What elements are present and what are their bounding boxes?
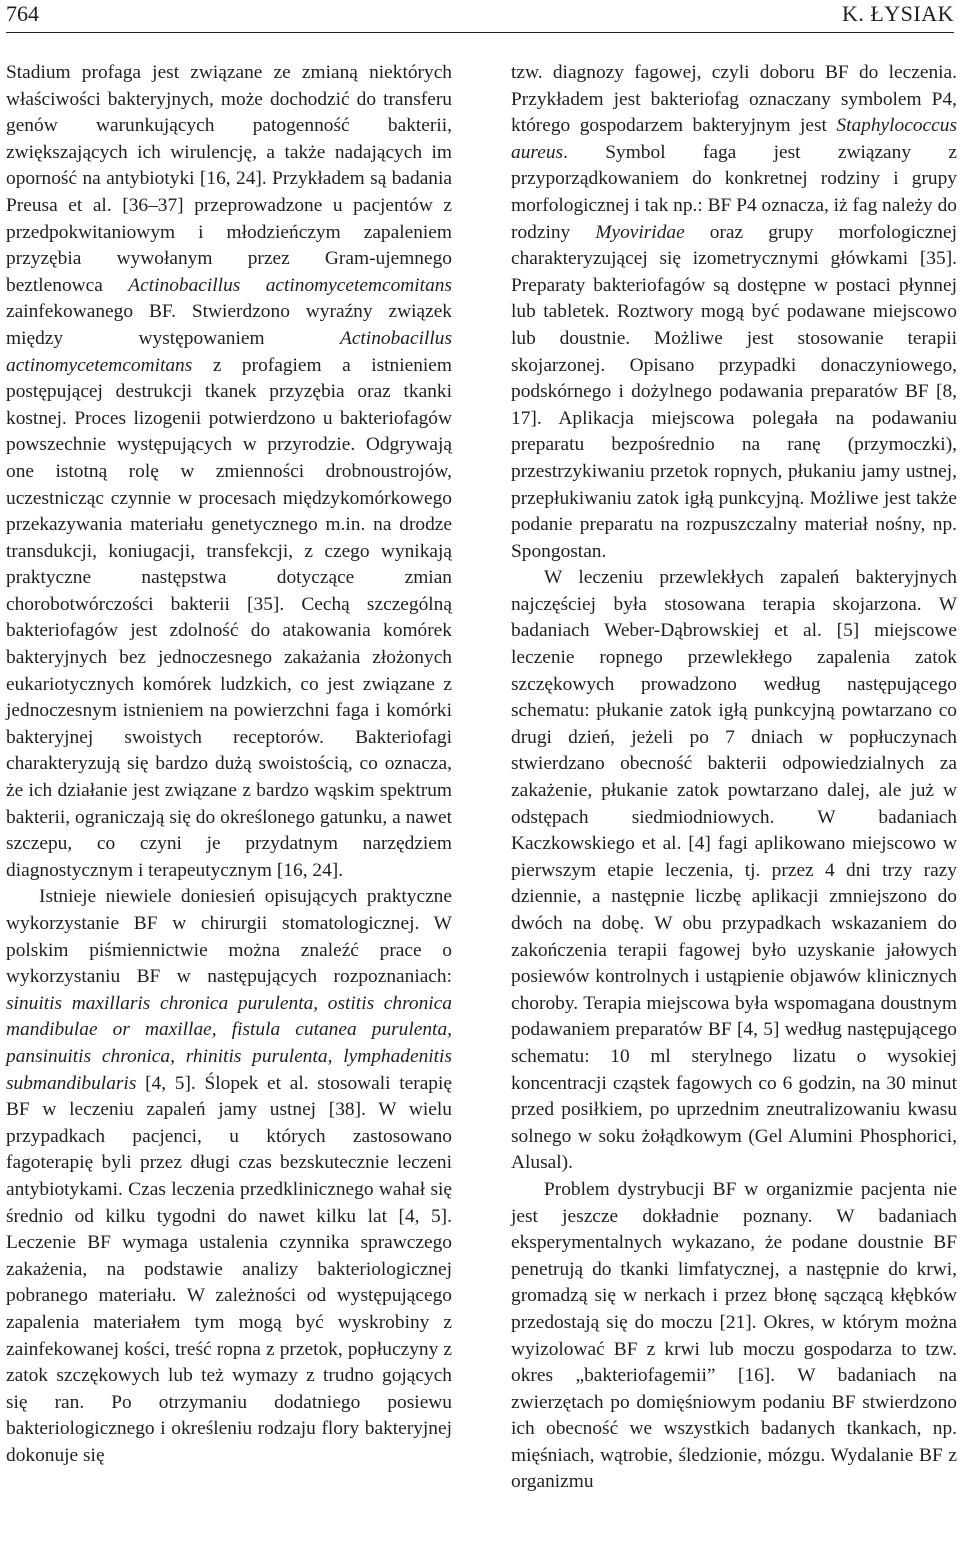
header-rule — [6, 32, 954, 33]
right-column — [511, 60, 957, 1496]
diagnoses-list: sinuitis maxillaris chronica purulenta, ostitis chronica mandibulae or maxillae, fistula cutanea purulenta, pansinuitis chronica, rhinitis purulenta, lymphadenitis submandibularis — [6, 992, 452, 1094]
species-name: Actinobacillus actinomycetemcomitans — [6, 327, 452, 376]
page-number: 764 — [6, 1, 39, 26]
species-name: Actinobacillus actinomycetemcomitans — [128, 274, 453, 296]
species-name: Staphylococcus aureus — [511, 115, 957, 163]
paragraph-dental-surgery: Istnieje niewiele doniesień opisujących praktyczne wykorzystanie BF w chirurgii stomatologicznej. W polskim piśmiennictwie można znaleźć prace o wykorzystaniu BF w następujących rozpoznaniach: sinuitis maxillaris chronica purulenta, ostitis chronica mandibulae or maxillae, fistula cutanea purulenta, pansinuitis chronica, rhinitis purulenta, lymphadenitis submandibularis [4, 5]. Ślopek et al. stosowali terapię BF w leczeniu zapaleń jamy ustnej [38]. W wielu przypadkach pacjenci, u których zastosowano fagoterapię byli przez długi czas bezskutecznie leczeni antybiotykami. Czas leczenia przedklinicznego wahał się średnio od kilku tygodni do nawet kilku lat [4, 5]. Leczenie BF wymaga ustalenia czynnika sprawczego zakażenia, na podstawie analizy bakteriologicznej pobranego materiału. W zależności od występującego zapalenia materiałem tym mogą być wyskrobiny z zainfekowanej kości, treść ropna z przetok, popłuczyny z zatok szczękowych lub też wymazy z trudno gojących się ran. Po otrzymaniu dodatniego posiewu bakteriologicznego i określeniu rodzaju flory bakteryjnej dokonuje się — [6, 886, 452, 1466]
family-name: Myoviridae — [595, 221, 685, 243]
left-column — [6, 60, 452, 1469]
paragraph-prophage: Stadium profaga jest związane ze zmianą niektórych właściwości bakteryjnych, może dochodzić do transferu genów warunkujących patogenność bakterii, zwiększających ich wirulencję, a także nadających im oporność na antybiotyki [16, 24]. Przykładem są badania Preusa et al. [36–37] przeprowadzone u pacjentów z przedpokwitaniowym i młodzieńczym zapaleniem przyzębia wywołanym przez Gram-ujemnego beztlenowca Actinobacillus actinomycetemcomitans zainfekowanego BF. Stwierdzono wyraźny związek między występowaniem Actinobacillus actinomycetemcomitans z profagiem a istnieniem postępującej destrukcji tkanek przyzębia oraz tkanki kostnej. Proces lizogenii potwierdzono u bakteriofagów powszechnie występujących w przyrodzie. Odgrywają one istotną rolę w zmienności drobnoustrojów, uczestnicząc czynnie w procesach międzykomórkowego przekazywania materiału genetycznego m.in. na drodze transdukcji, koniugacji, transfekcji, z czego wynikają praktyczne następstwa dotyczące zmian chorobotwórczości bakterii [35]. Cechą szczególną bakteriofagów jest zdolność do atakowania komórek bakteryjnych bez jednoczesnego zakażania złożonych eukariotycznych komórek ludzkich, co jest związane z jednoczesnym istnieniem na powierzchni faga i komórki bakteryjnej swoistych receptorów. Bakteriofagi charakteryzują się bardzo dużą swoistością, co oznacza, że ich działanie jest związane z bardzo wąskim spektrum bakterii, ograniczają się do określonego gatunku, a nawet szczepu, co czyni je przydatnym narzędziem diagnostycznym i terapeutycznym [16, 24]. — [6, 62, 453, 881]
paragraph-phage-diagnosis: tzw. diagnozy fagowej, czyli doboru BF do leczenia. Przykładem jest bakteriofag oznaczany symbolem P4, którego gospodarzem bakteryjnym jest Staphylococcus aureus. Symbol faga jest związany z przyporządkowaniem do konkretnej rodziny i grupy morfologicznej i tak np.: BF P4 oznacza, iż fag należy do rodziny Myoviridae oraz grupy morfologicznej charakteryzującej się izometrycznymi główkami [35]. Preparaty bakteriofagów są dostępne w postaci płynnej lub tabletek. Roztwory mogą być podawane miejscowo lub doustnie. Możliwe jest stosowanie terapii skojarzonej. Opisano przypadki donaczyniowego, podskórnego i dożylnego podawania preparatów BF [8, 17]. Aplikacja miejscowa polegała na podawaniu preparatu bezpośrednio na ranę (przymoczki), przestrzykiwaniu przetok ropnych, płukaniu jamy ustnej, przepłukiwaniu zatok igłą punkcyjną. Możliwe jest także podanie preparatu na rozpuszczalny materiał nośny, np. Spongostan. — [511, 62, 957, 562]
page-header — [6, 0, 954, 28]
paragraph-distribution: Problem dystrybucji BF w organizmie pacjenta nie jest jeszcze dokładnie poznany. W badaniach eksperymentalnych wykazano, że podane doustnie BF penetrują do tkanki limfatycznej, a następnie do krwi, gromadzą się w nerkach i przez błonę sączącą kłębków przedostają się do moczu [21]. Okres, w którym można wyizolować BF z krwi lub moczu gospodarza to tzw. okres „bakteriofagemii” [16]. W badaniach na zwierzętach po domięśniowym podaniu BF stwierdzono ich obecność we wszystkich badanych tkankach, np. mięśniach, wątrobie, śledzionie, mózgu. Wydalanie BF z organizmu — [511, 1178, 957, 1493]
running-head-author: K. ŁYSIAK — [841, 1, 954, 26]
paragraph-chronic-treatment: W leczeniu przewlekłych zapaleń bakteryjnych najczęściej była stosowana terapia skojarzona. W badaniach Weber-Dąbrowskiej et al. [5] miejscowe leczenie ropnego przewlekłego zapalenia zatok szczękowych prowadzono według następującego schematu: płukanie zatok igłą punkcyjną powtarzano co drugi dzień, jeżeli po 7 dniach w popłuczynach stwierdzano obecność bakterii odpowiedzialnych za zakażenie, płukanie zatok powtarzano dalej, ale już w odstępach siedmiodniowych. W badaniach Kaczkowskiego et al. [4] fagi aplikowano miejscowo w pierwszym etapie leczenia, tj. przez 4 dni trzy razy dziennie, a następnie liczbę aplikacji zmniejszono do dwóch na dobę. W obu przypadkach wskazaniem do zakończenia terapii fagowej było uzyskanie jałowych posiewów kontrolnych i ustąpienie objawów klinicznych choroby. Terapia miejscowa była wspomagana doustnym podawaniem preparatów BF [4, 5] według następującego schematu: 10 ml sterylnego lizatu o wysokiej koncentracji cząstek fagowych co 6 godzin, na 30 minut przed posiłkiem, po uprzednim zneutralizowaniu kwasu solnego w soku żołądkowym (Gel Alumini Phosphorici, Alusal). — [511, 567, 957, 1174]
